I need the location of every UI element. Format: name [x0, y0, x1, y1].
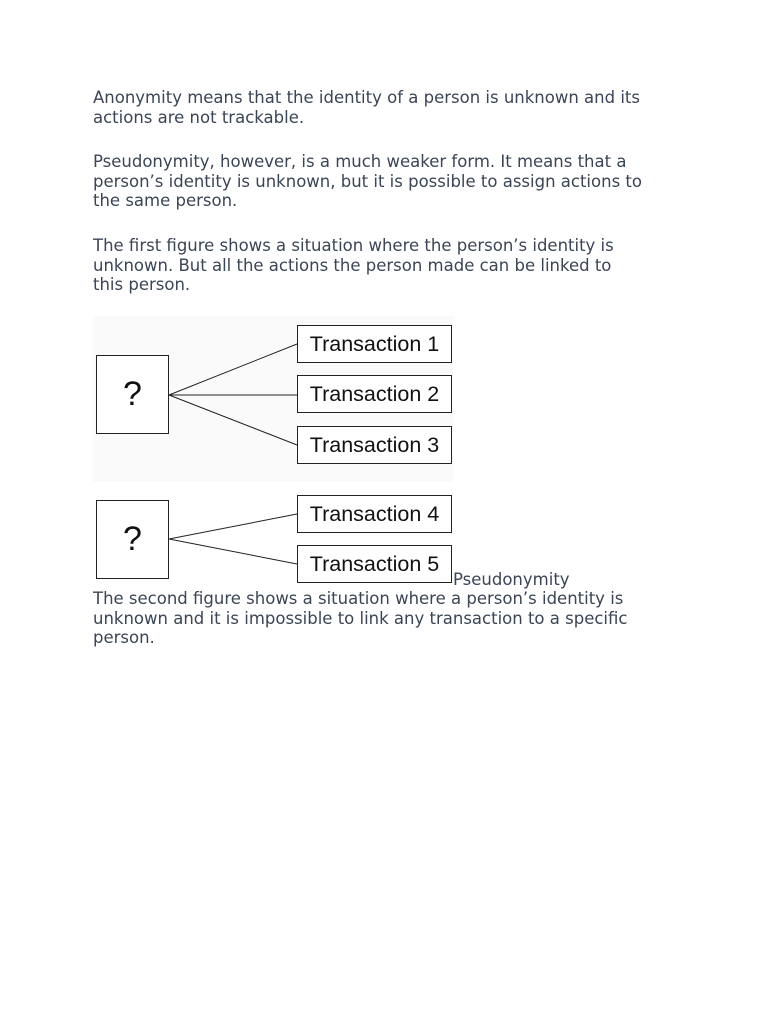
paragraph-pseudonymity: Pseudonymity, however, is a much weaker form. It means that a person’s identity is unknown, but it is possible to assign actions to the same person. [93, 152, 642, 210]
connector-line-3 [169, 395, 297, 445]
connector-line-4 [169, 514, 297, 539]
pseudonymity-figure [93, 316, 463, 586]
unknown-person-box-1: ? [96, 355, 169, 434]
transaction-box-3: Transaction 3 [297, 426, 452, 464]
connector-line-1 [169, 344, 297, 395]
unknown-person-box-2: ? [96, 500, 169, 579]
paragraph-anonymity: Anonymity means that the identity of a person is unknown and its actions are not trackable. [93, 88, 640, 127]
transaction-box-2: Transaction 2 [297, 375, 452, 413]
transaction-box-1: Transaction 1 [297, 325, 452, 363]
figure-caption: Pseudonymity [453, 570, 570, 589]
paragraph-second-figure: The second figure shows a situation where a person’s identity is unknown and it is impossible to link any transaction to a specific person. [93, 589, 628, 647]
connector-line-5 [169, 539, 297, 564]
transaction-box-4: Transaction 4 [297, 495, 452, 533]
paragraph-first-figure: The first figure shows a situation where the person’s identity is unknown. But all the actions the person made can be linked to this person. [93, 236, 614, 294]
transaction-box-5: Transaction 5 [297, 545, 452, 583]
